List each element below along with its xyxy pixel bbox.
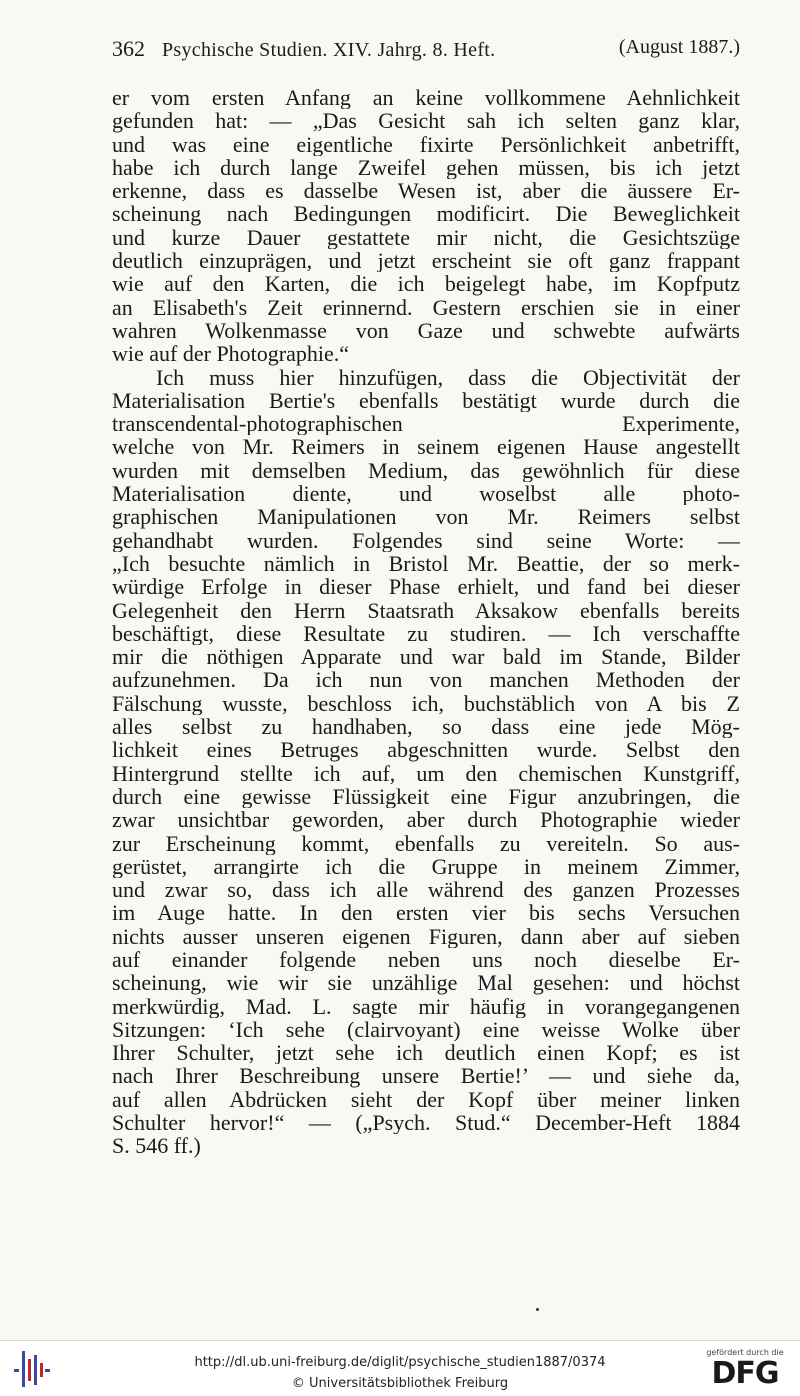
text-line: auf allen Abdrücken sieht der Kopf über meiner linken xyxy=(112,1087,740,1112)
text-line: an Elisabeth's Zeit erinnernd. Gestern erschien sie in einer xyxy=(112,295,740,319)
text-line: Gelegenheit den Herrn Staatsrath Aksakow ebenfalls bereits xyxy=(112,598,740,622)
text-line: alles selbst zu handhaben, so dass eine jede Mög- xyxy=(112,715,740,739)
text-line: lichkeit eines Betruges abgeschnitten wurde. Selbst den xyxy=(112,738,740,762)
text-line: habe ich durch lange Zweifel gehen müssen, bis ich jetzt xyxy=(112,155,740,180)
text-line: deutlich einzuprägen, und jetzt erscheint sie oft ganz frappant xyxy=(112,249,740,273)
copyright-notice: © Universitätsbibliothek Freiburg xyxy=(291,1376,509,1391)
page-header xyxy=(112,36,740,62)
text-line: scheinung, wie wir sie unzählige Mal gesehen: und höchst xyxy=(112,971,740,995)
text-line: im Auge hatte. In den ersten vier bis sechs Versuchen xyxy=(112,901,740,925)
permalink-url[interactable]: http://dl.ub.uni-freiburg.de/diglit/psychische_studien1887/0374 xyxy=(194,1355,606,1370)
text-line: Materialisation diente, und woselbst alle photo- xyxy=(112,482,740,506)
viewer-footer xyxy=(0,1340,800,1396)
text-line: gerüstet, arrangirte ich die Gruppe in meinem Zimmer, xyxy=(112,854,740,879)
text-line: Sitzungen: ‘Ich sehe (clairvoyant) eine weisse Wolke über xyxy=(112,1017,740,1042)
text-line: aufzunehmen. Da ich nun von manchen Methoden der xyxy=(112,668,740,692)
text-line: durch eine gewisse Flüssigkeit eine Figur anzubringen, die xyxy=(112,784,740,809)
issue-date: (August 1887.) xyxy=(618,36,740,58)
dfg-logo-icon[interactable]: DFG xyxy=(711,1356,779,1391)
page-mark xyxy=(536,1308,539,1311)
text-line: nichts ausser unseren eigenen Figuren, dann aber auf sieben xyxy=(112,924,740,948)
text-line: gefunden hat: — „Das Gesicht sah ich selten ganz klar, xyxy=(112,109,740,133)
text-line: Ihrer Schulter, jetzt sehe ich deutlich einen Kopf; es ist xyxy=(112,1041,740,1065)
running-title: Psychische Studien. XIV. Jahrg. 8. Heft. xyxy=(162,39,496,61)
text-line: und kurze Dauer gestattete mir nicht, die Gesichtszüge xyxy=(112,225,740,250)
text-line: und was eine eigentliche fixirte Persönlichkeit anbetrifft, xyxy=(112,132,740,156)
text-line: beschäftigt, diese Resultate zu studiren. — Ich verschaffte xyxy=(112,621,740,646)
text-line: mir die nöthigen Apparate und war bald im Stande, Bilder xyxy=(112,645,740,669)
body-text xyxy=(112,86,740,1158)
text-line: er vom ersten Anfang an keine vollkommene Aehnlichkeit xyxy=(112,86,740,110)
text-line: wie auf den Karten, die ich beigelegt habe, im Kopfputz xyxy=(112,272,740,296)
text-line: transcendental-photographischen Experimente, xyxy=(112,412,740,436)
text-line: erkenne, dass es dasselbe Wesen ist, aber die äussere Er- xyxy=(112,179,740,203)
text-line: Materialisation Bertie's ebenfalls bestätigt wurde durch die xyxy=(112,388,740,413)
text-line: wurden mit demselben Medium, das gewöhnlich für diese xyxy=(112,458,740,483)
dfg-caption: gefördert durch die xyxy=(706,1348,784,1357)
text-line: merkwürdig, Mad. L. sagte mir häufig in vorangegangenen xyxy=(112,994,740,1018)
text-line: scheinung nach Bedingungen modificirt. Die Beweglichkeit xyxy=(112,202,740,226)
text-line: nach Ihrer Beschreibung unsere Bertie!’ — und siehe da, xyxy=(112,1064,740,1088)
text-line: graphischen Manipulationen von Mr. Reimers selbst xyxy=(112,505,740,529)
text-line: zur Erscheinung kommt, ebenfalls zu vereiteln. So aus- xyxy=(112,831,740,855)
text-line: auf einander folgende neben uns noch dieselbe Er- xyxy=(112,947,740,972)
text-line: gehandhabt wurden. Folgendes sind seine Worte: — xyxy=(112,528,740,552)
text-line: Hintergrund stellte ich auf, um den chemischen Kunstgriff, xyxy=(112,761,740,785)
page-number: 362 xyxy=(112,36,145,61)
text-line: welche von Mr. Reimers in seinem eigenen Hause angestellt xyxy=(112,435,740,459)
text-line: „Ich besuchte nämlich in Bristol Mr. Beattie, der so merk- xyxy=(112,551,740,576)
text-line: wie auf der Photographie.“ xyxy=(112,342,350,366)
text-line: Ich muss hier hinzufügen, dass die Objectivität der xyxy=(156,365,740,389)
text-line: Schulter hervor!“ — („Psych. Stud.“ December-Heft 1884 xyxy=(112,1111,740,1135)
text-line: und zwar so, dass ich alle während des ganzen Prozesses xyxy=(112,878,740,902)
text-line: zwar unsichtbar geworden, aber durch Photographie wieder xyxy=(112,808,740,832)
text-line: würdige Erfolge in dieser Phase erhielt, und fand bei dieser xyxy=(112,575,740,599)
text-line: Fälschung wusste, beschloss ich, buchstäblich von A bis Z xyxy=(112,691,740,716)
text-line: wahren Wolkenmasse von Gaze und schwebte aufwärts xyxy=(112,318,740,343)
text-line: S. 546 ff.) xyxy=(112,1134,201,1158)
